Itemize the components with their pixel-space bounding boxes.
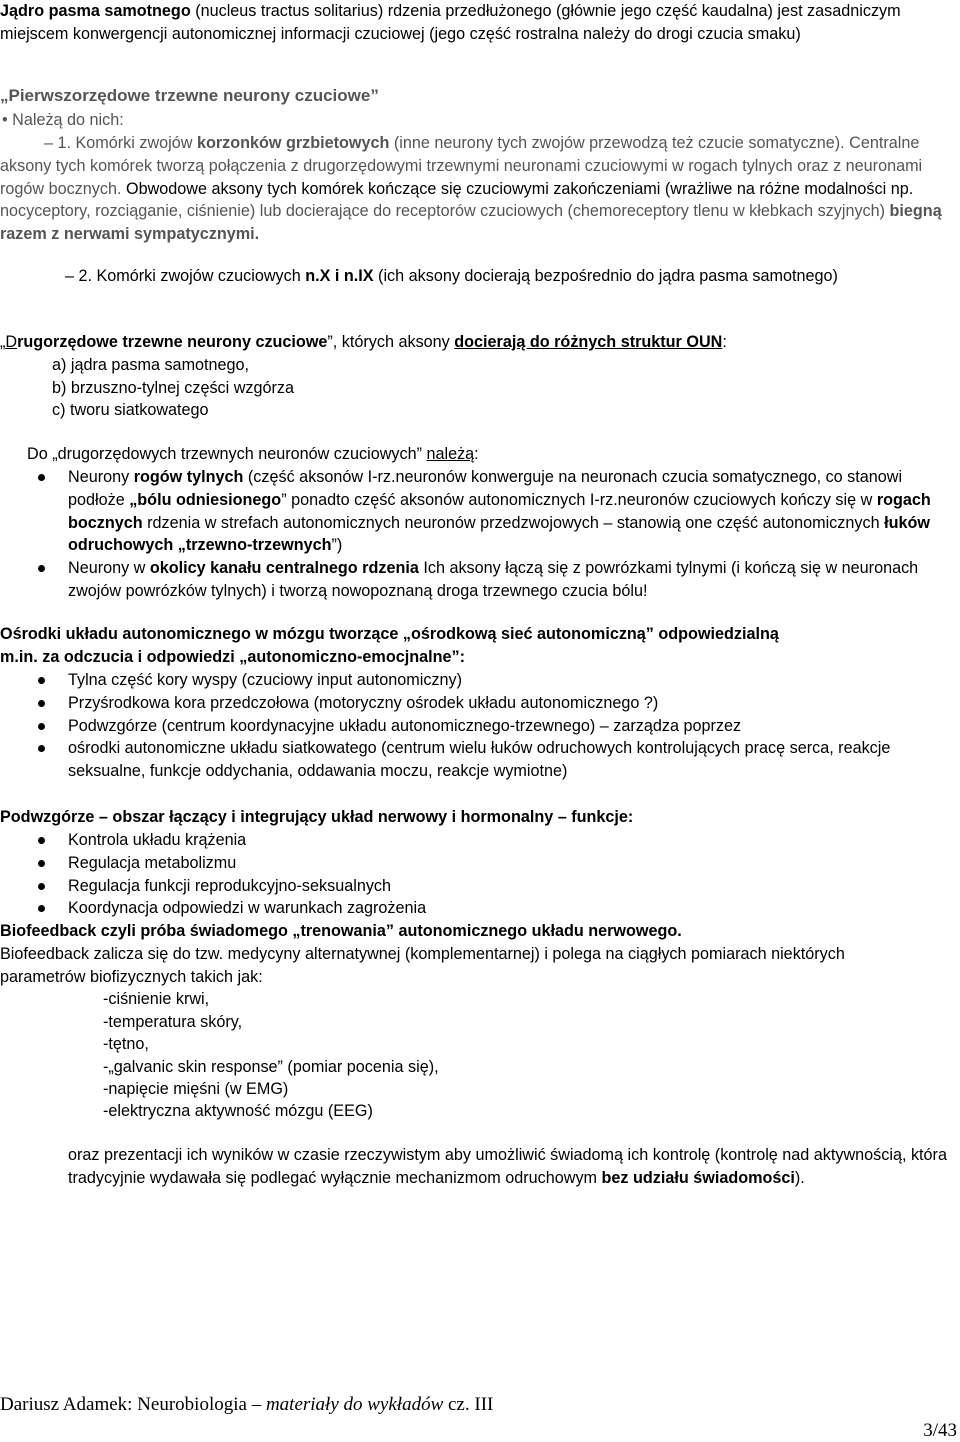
parameter-item: -„galvanic skin response” (pomiar pocenia się), (103, 1058, 439, 1076)
intro-text: (nucleus tractus solitarius) rdzenia przedłużonego (głównie jego część kaudalna) jest zasadniczym miejscem konwergencji autonomicznej informacji czuciowej (jego część rostralna należy do drogi czucia smaku) (0, 2, 901, 43)
list-item (0, 852, 958, 875)
structure-item-c: c) tworu siatkowatego (52, 401, 209, 419)
item-text: Regulacja funkcji reprodukcyjno-seksualnych (68, 876, 392, 895)
first-order-heading: „Pierwszorzędowe trzewne neurony czuciowe” (0, 86, 379, 105)
bullet-icon (38, 883, 45, 890)
structure-item-a: a) jądra pasma samotnego, (52, 356, 250, 374)
parameter-item: -elektryczna aktywność mózgu (EEG) (103, 1102, 373, 1120)
b1-lateral-horns: rogach bocznych (68, 490, 931, 532)
second-item-paragraph (0, 265, 958, 288)
parameter-item: -ciśnienie krwi, (103, 990, 210, 1008)
list-item (0, 715, 958, 738)
belong-intro (27, 443, 957, 466)
bullet-icon (38, 723, 45, 730)
autonomic-centers-list (0, 669, 958, 783)
item1-note: (inne neurony tych zwojów przewodzą też czucie somatyczne). (389, 134, 845, 152)
footer-subtitle: materiały do wykładów (265, 1394, 444, 1415)
bullet-icon (38, 905, 45, 912)
item-text: Tylna część kory wyspy (czuciowy input autonomiczny) (68, 671, 463, 689)
item1-term: korzonków grzbietowych (196, 134, 390, 152)
b2-a: Neurony w (68, 559, 150, 577)
parameter-item: -tętno, (103, 1035, 149, 1053)
item-text: Koordynacja odpowiedzi w warunkach zagrożenia (68, 899, 427, 918)
outro-text: oraz prezentacji ich wyników w czasie rzeczywistym aby umożliwić świadomą ich kontrolę (kontrolę nad aktywnością, która tradycyjnie wydawała się podlegać wyłącznie mechanizmom odruchowym (68, 1146, 947, 1187)
b1-c: (część aksonów I-rz.neuronów konwerguje na neuronach czucia somatycznego, co stanowi podłoże (68, 468, 903, 509)
b1-a: Neurony (68, 468, 134, 486)
oun-structures: docierają do różnych struktur OUN (454, 333, 723, 351)
list-item (0, 875, 958, 898)
biofeedback-intro: Biofeedback zalicza się do tzw. medycyny alternatywnej (komplementarnej) i polega na ciągłych pomiarach niektórych parametrów biofizycznych takich jak: (0, 945, 845, 986)
bullet-icon (38, 860, 45, 867)
second-order-initial: D (5, 333, 18, 351)
nucleus-term: Jądro pasma samotnego (0, 2, 191, 20)
b1-reflex-arcs: łuków odruchowych „trzewno-trzewnych (68, 513, 930, 555)
bullet-icon (38, 837, 45, 844)
parameter-item: -napięcie mięśni (w EMG) (103, 1080, 289, 1098)
bullet-icon (38, 474, 45, 481)
list-item (0, 692, 958, 715)
outro-end: ). (794, 1168, 805, 1187)
page-footer (0, 1394, 493, 1416)
item1-prefix: – 1. Komórki zwojów (44, 134, 197, 152)
b1-horns: rogów tylnych (133, 468, 244, 486)
second-order-heading: rugorzędowe trzewne neurony czuciowe (17, 333, 328, 351)
structure-item-b: b) brzuszno-tylnej części wzgórza (52, 379, 294, 397)
item-text: Przyśrodkowa kora przedczołowa (motoryczny ośrodek układu autonomicznego ?) (68, 693, 659, 712)
bullet-icon (38, 565, 45, 572)
belong-colon: : (474, 445, 479, 463)
list-item (0, 829, 958, 852)
item1-peripheral: Obwodowe aksony tych komórek kończące się czuciowymi zakończeniami (wrażliwe na różne modalności np. (121, 179, 914, 198)
first-order-paragraph (0, 132, 958, 246)
footer-dash: – (246, 1394, 266, 1415)
bullet-central-canal (0, 557, 958, 603)
b1-i: ”) (331, 536, 343, 555)
b2-canal: okolicy kanału centralnego rdzenia (149, 559, 419, 577)
belong-line: • Należą do nich: (2, 111, 124, 129)
bullet-icon (38, 700, 45, 707)
footer-part: cz. III (443, 1394, 494, 1415)
item-text: ośrodki autonomiczne układu siatkowatego (centrum wielu łuków odruchowych kontrolujących pracę serca, reakcje seksualne, funkcje oddychania, oddawania moczu, reakcje wymiotne) (68, 739, 891, 781)
b1-g: rdzenia w strefach autonomicznych neuronów przedzwojowych – stanowią one część autonomicznych (142, 513, 885, 532)
item2-note: (ich aksony docierają bezpośrednio do jądra pasma samotnego) (373, 267, 838, 285)
item-text: Regulacja metabolizmu (68, 853, 237, 872)
biofeedback-heading: Biofeedback czyli próba świadomego „trenowania” autonomicznego układu nerwowego. (0, 922, 682, 940)
item1-central: Centralne aksony tych komórek tworzą połączenia z drugorzędowymi trzewnymi neuronami czuciowymi w rogach tylnych oraz z neuronami rogów bocznych. (0, 134, 923, 198)
belong-intro-text: Do „drugorzędowych trzewnych neuronów czuciowych” (27, 445, 427, 463)
bullet-posterior-horns (0, 466, 958, 557)
second-order-paragraph (0, 331, 958, 354)
item-text: Podwzgórze (centrum koordynacyjne układu autonomicznego-trzewnego) – zarządza poprzez (68, 716, 742, 735)
item2-prefix: – 2. Komórki zwojów czuciowych (65, 267, 306, 285)
item-text: Kontrola układu krążenia (68, 831, 247, 849)
item1-sympathetic: biegną razem z nerwami sympatycznymi. (0, 202, 942, 244)
outro-bold: bez udziału świadomości (601, 1168, 795, 1187)
page-number: 3/43 (923, 1420, 957, 1441)
colon: : (722, 333, 727, 351)
second-order-mid: ”, których aksony (327, 333, 455, 351)
list-item (0, 897, 958, 920)
hypothalamus-functions-list (0, 829, 958, 920)
biofeedback-outro (68, 1144, 958, 1190)
b2-c: Ich aksony łączą się z powrózkami tylnymi (i kończą się w neuronach zwojów powrózków tylnych) i tworzą nowopoznaną droga trzewnego czucia bólu! (68, 559, 919, 600)
open-quote: „ (0, 333, 6, 351)
bullet-icon (38, 677, 45, 684)
parameter-item: -temperatura skóry, (103, 1013, 243, 1031)
list-item (0, 669, 958, 692)
bullet-icon (38, 745, 45, 752)
b1-e: ” ponadto część aksonów autonomicznych I-rz.neuronów czuciowych kończy się w (281, 490, 877, 509)
hypothalamus-heading: Podwzgórze – obszar łączący i integrujący układ nerwowy i hormonalny – funkcje: (0, 808, 634, 826)
item2-nerves: n.X i n.IX (305, 267, 374, 285)
intro-paragraph (0, 0, 958, 46)
b1-referred-pain: „bólu odniesionego (129, 490, 282, 509)
footer-author: Dariusz Adamek: Neurobiologia (0, 1394, 247, 1415)
list-item (0, 737, 928, 783)
item1-receptors: nocyceptory, rozciąganie, ciśnienie) lub docierające do receptorów czuciowych (chemoreceptory tlenu w kłebkach szyjnych) (0, 202, 890, 221)
autonomic-network-heading: Ośrodki układu autonomicznego w mózgu tworzące „ośrodkową sieć autonomiczną” odpowiedzialną m.in. za odczucia i odpowiedzi „autonomiczno-emocjnalne”: (0, 625, 779, 666)
belong-underlined: należą (426, 445, 475, 463)
